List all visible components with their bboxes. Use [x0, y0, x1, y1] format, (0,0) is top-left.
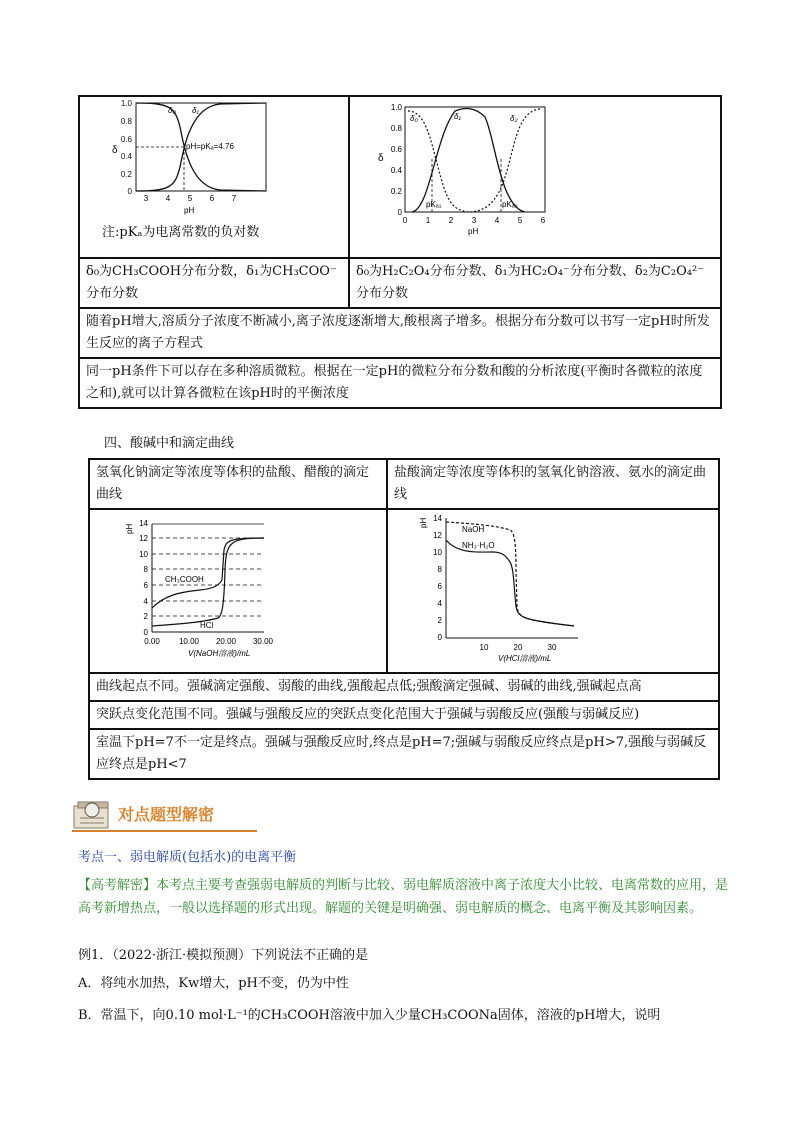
- banner-title: 对点题型解密: [118, 805, 215, 824]
- xtick: 3: [471, 216, 477, 225]
- section-heading-titration: 四、酸碱中和滴定曲线: [104, 436, 235, 451]
- delta2-label: δ₂: [510, 114, 518, 123]
- ytick: 12: [433, 531, 442, 540]
- ytick: 10: [139, 550, 148, 559]
- delta0-label: δ₀: [168, 106, 176, 115]
- titration-row5: 室温下pH=7不一定是终点。强碱与强酸反应时,终点是pH=7;强碱与弱酸反应终点是pH>7,强酸与弱碱反应终点是pH<7: [89, 729, 719, 779]
- xtick: 5: [517, 216, 523, 225]
- titration-table: [88, 458, 720, 780]
- ytick: 2: [437, 616, 442, 625]
- titration-row3: 曲线起点不同。强碱滴定强酸、弱酸的曲线,强酸起点低;强酸滴定强碱、弱碱的曲线,强碱起点高: [89, 673, 719, 701]
- example-stem: 例1．（2022·浙江·模拟预测）下列说法不正确的是: [78, 948, 369, 963]
- y-axis-label: pH: [125, 523, 134, 534]
- delta1-curve: [412, 109, 525, 212]
- hcl-label: HCl: [200, 621, 214, 630]
- ytick: 0.6: [390, 145, 402, 154]
- ytick: 2: [143, 612, 148, 621]
- banner-underline: [72, 830, 257, 832]
- acetic-acid-curve: [152, 538, 264, 608]
- xtick: 0.00: [144, 637, 160, 646]
- ytick: 1.0: [120, 99, 132, 108]
- ytick: 4: [143, 597, 148, 606]
- pka-annotation: pH=pKₐ=4.76: [186, 142, 234, 151]
- delta0-label: δ₀: [410, 114, 418, 123]
- right-chart-cell: [349, 96, 721, 258]
- xtick: 20: [513, 643, 523, 652]
- naoh-label: NaOH: [462, 525, 485, 534]
- naoh-titration-chart: [90, 510, 386, 664]
- x-axis-label: pH: [184, 206, 195, 215]
- titration-row4: 突跃点变化范围不同。强碱与强酸反应的突跃点变化范围大于强碱与弱酸反应(强酸与弱碱反应): [89, 701, 719, 729]
- y-axis-label: δ: [112, 145, 118, 156]
- ytick: 8: [437, 565, 442, 574]
- ytick: 0.8: [390, 124, 402, 133]
- hcl-chart-cell: [387, 509, 719, 673]
- ytick: 8: [143, 565, 148, 574]
- xtick: 1: [425, 216, 431, 225]
- xtick: 0: [402, 216, 408, 225]
- xtick: 20.00: [215, 637, 237, 646]
- delta2-curve: [470, 109, 540, 212]
- ytick: 6: [437, 582, 442, 591]
- option-a: A．将纯水加热，Kw增大，pH不变，仍为中性: [78, 976, 349, 991]
- ytick: 0: [437, 633, 442, 642]
- acetic-description: δ₀为CH₃COOH分布分数，δ₁为CH₃COO⁻分布分数: [79, 258, 349, 308]
- section-banner: [72, 798, 257, 832]
- ammonia-curve: [446, 540, 574, 626]
- pka2-label: pKₐ₂: [502, 200, 518, 209]
- y-axis-label: δ: [378, 153, 384, 164]
- ytick: 0.8: [120, 117, 132, 126]
- xtick: 30.00: [252, 637, 274, 646]
- pka1-label: pKₐ₁: [426, 200, 442, 209]
- delta1-label: δ₁: [454, 112, 461, 121]
- gaokao-jiemi: 【高考解密】本考点主要考查强弱电解质的判断与比较、弱电解质溶液中离子浓度大小比较、电离常数的应用，是高考新增热点，一般以选择题的形式出现。解题的关键是明确强、弱电解质的概念、电离平衡及其影响因素。: [78, 878, 729, 916]
- oxalic-description: δ₀为H₂C₂O₄分布分数、δ₁为HC₂O₄⁻分布分数、δ₂为C₂O₄²⁻分布分数: [349, 258, 721, 308]
- distribution-table: [78, 95, 722, 409]
- hcl-titration-chart: [388, 510, 718, 664]
- naoh-titration-heading: 氢氧化钠滴定等浓度等体积的盐酸、醋酸的滴定曲线: [89, 459, 387, 509]
- xtick: 5: [187, 194, 193, 203]
- x-axis-label: V(NaOH溶液)/mL: [188, 649, 251, 658]
- oxalic-distribution-chart: [350, 97, 720, 249]
- ytick: 0.6: [120, 135, 132, 144]
- xtick: 6: [209, 194, 215, 203]
- ytick: 0.4: [390, 166, 402, 175]
- naoh-chart-cell: [89, 509, 387, 673]
- delta1-label: δ₁: [192, 106, 199, 115]
- book-icon: [72, 798, 118, 832]
- ytick: 0.2: [120, 170, 132, 179]
- y-axis-label: pH: [419, 517, 428, 528]
- ytick: 0: [143, 628, 148, 637]
- ytick: 10: [433, 548, 442, 557]
- kaodian-title: 考点一、弱电解质(包括水)的电离平衡: [78, 850, 297, 865]
- xtick: 30: [547, 643, 557, 652]
- distribution-row3: 随着pH增大,溶质分子浓度不断减小,离子浓度逐渐增大,酸根离子增多。根据分布分数可以书写一定pH时所发生反应的离子方程式: [79, 308, 721, 358]
- xtick: 7: [231, 194, 237, 203]
- option-b: B．常温下，向0.10 mol·L⁻¹的CH₃COOH溶液中加入少量CH₃COONa固体，溶液的pH增大，说明: [78, 1008, 661, 1023]
- ytick: 4: [437, 599, 442, 608]
- delta0-curve: [408, 111, 470, 212]
- xtick: 3: [143, 194, 149, 203]
- ytick: 14: [433, 514, 442, 523]
- x-axis-label: pH: [468, 227, 479, 236]
- ytick: 0: [397, 208, 402, 217]
- xtick: 10.00: [178, 637, 200, 646]
- ytick: 6: [143, 581, 148, 590]
- xtick: 4: [165, 194, 171, 203]
- pka-note: 注:pKₐ为电离常数的负对数: [102, 225, 260, 240]
- acetic-acid-label: CH₃COOH: [165, 575, 204, 584]
- ammonia-label: NH₃·H₂O: [462, 541, 495, 550]
- naoh-curve: [446, 522, 574, 626]
- x-axis-label: V(HCl溶液)/mL: [498, 654, 552, 663]
- ytick: 0: [127, 187, 132, 196]
- xtick: 6: [540, 216, 546, 225]
- ytick: 0.2: [390, 187, 402, 196]
- xtick: 2: [448, 216, 454, 225]
- ytick: 0.4: [120, 152, 132, 161]
- ytick: 14: [139, 519, 148, 528]
- xtick: 4: [494, 216, 500, 225]
- distribution-row4: 同一pH条件下可以存在多种溶质微粒。根据在一定pH的微粒分布分数和酸的分析浓度(平衡时各微粒的浓度之和),就可以计算各微粒在该pH时的平衡浓度: [79, 358, 721, 408]
- hcl-titration-heading: 盐酸滴定等浓度等体积的氢氧化钠溶液、氨水的滴定曲线: [387, 459, 719, 509]
- ytick: 12: [139, 534, 148, 543]
- xtick: 10: [479, 643, 489, 652]
- left-chart-cell: [79, 96, 349, 258]
- ytick: 1.0: [390, 103, 402, 112]
